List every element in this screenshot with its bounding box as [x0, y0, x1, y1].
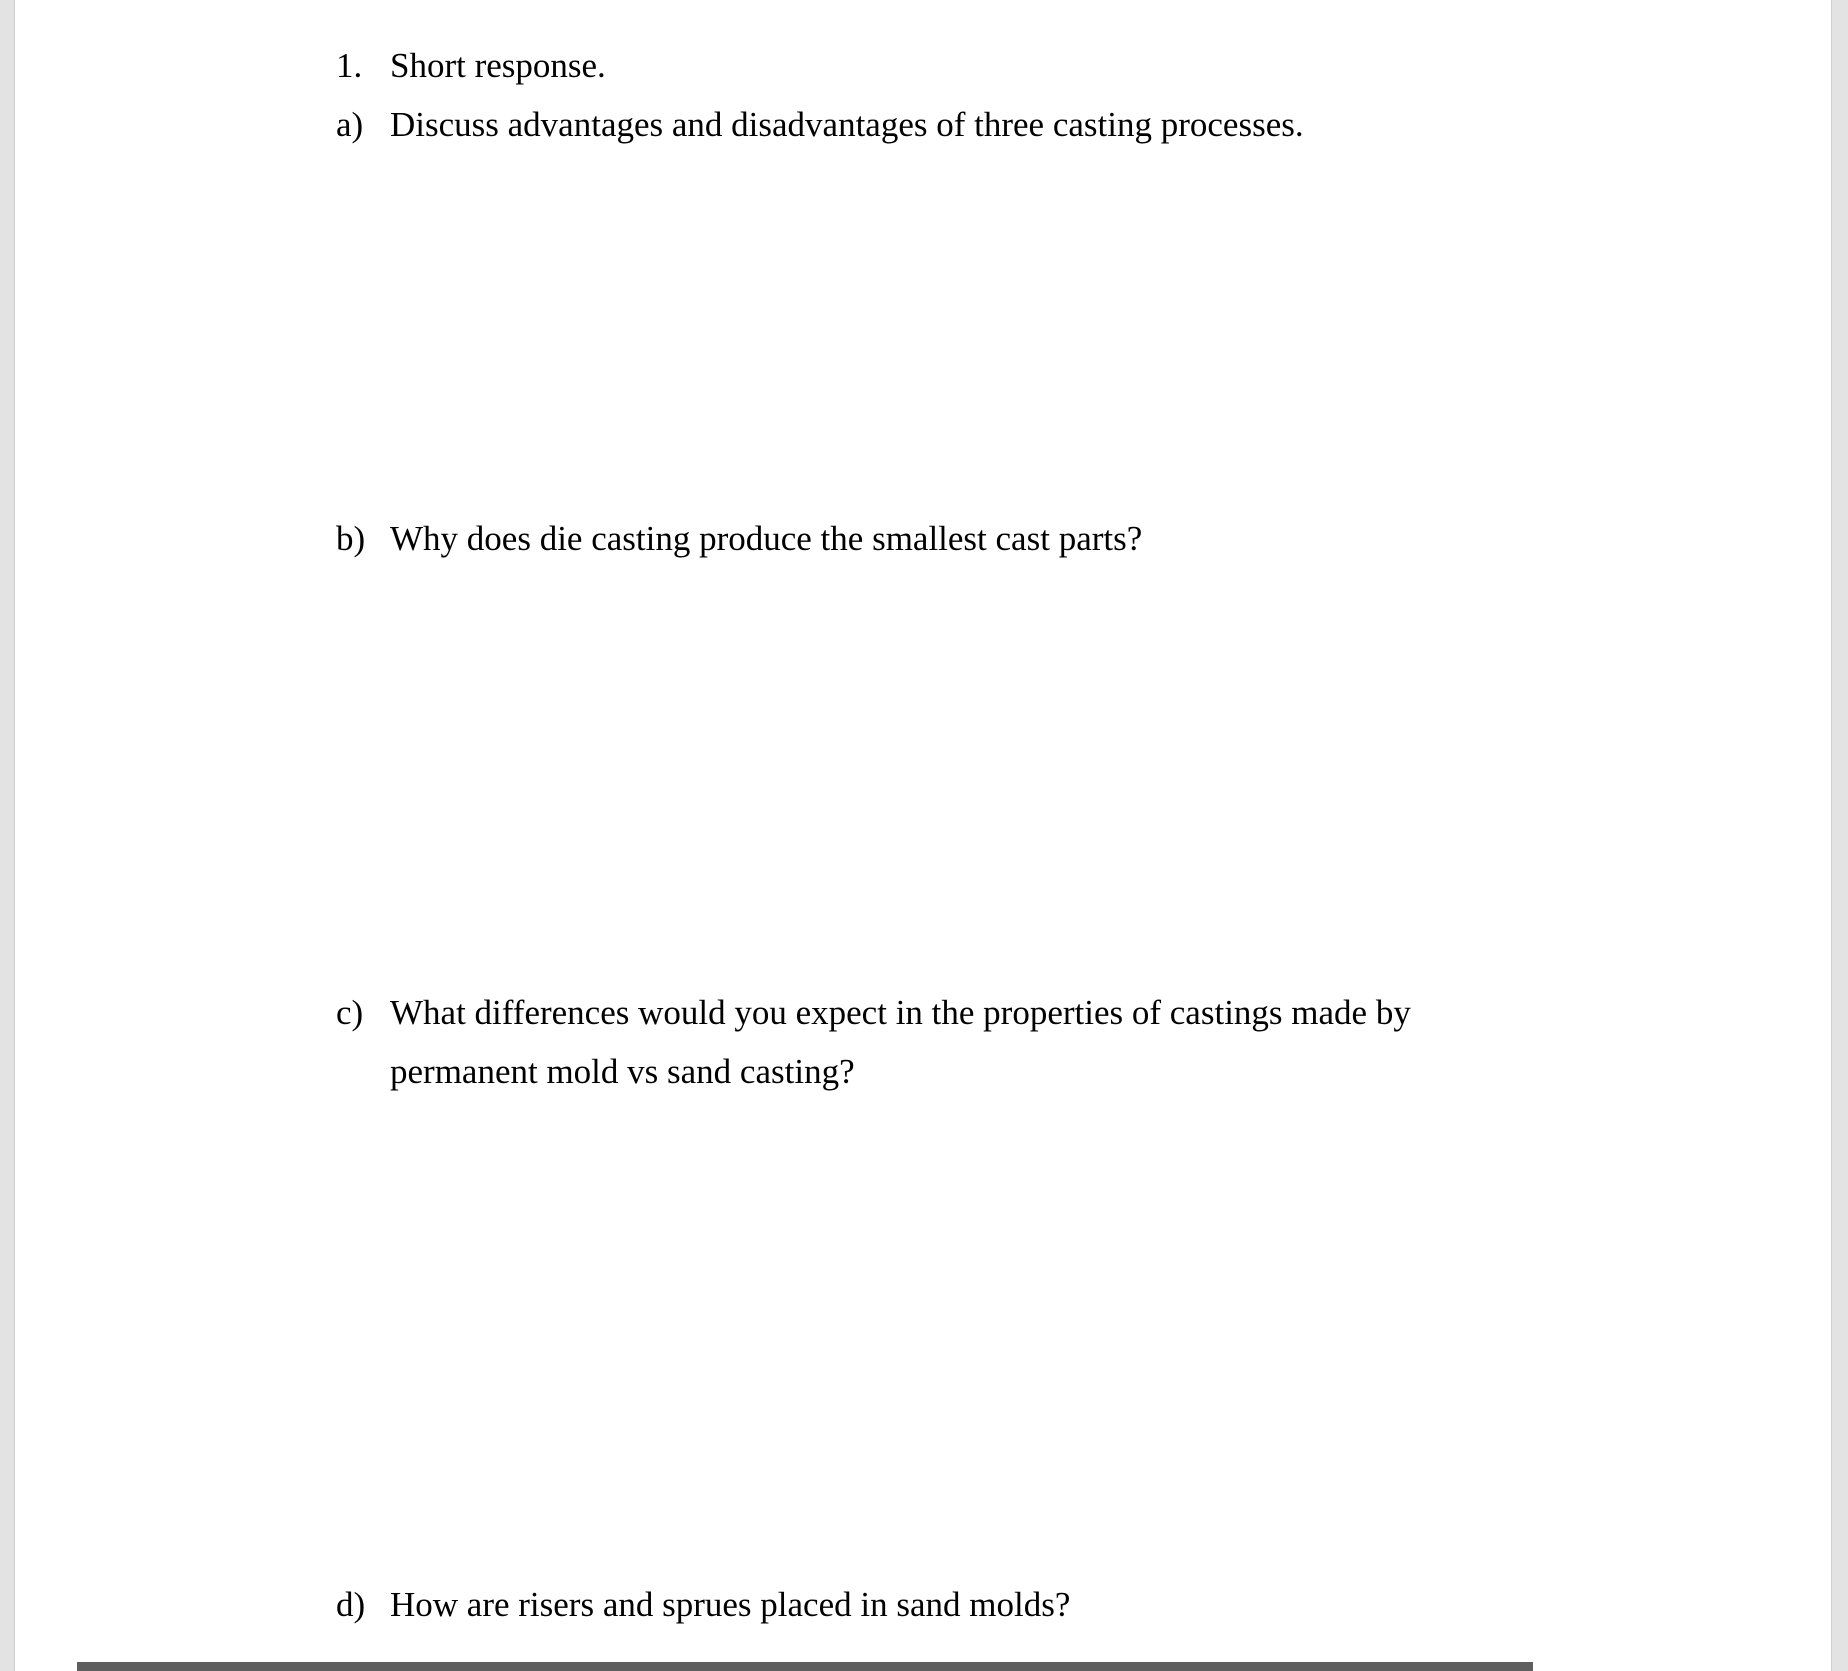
question-c-marker: c)	[336, 993, 364, 1032]
question-a-marker: a)	[336, 105, 364, 144]
question-d-text: How are risers and sprues placed in sand molds?	[390, 1585, 1071, 1624]
horizontal-scrollbar[interactable]	[77, 1662, 1533, 1671]
question-c-continuation: permanent mold vs sand casting?	[390, 1052, 855, 1091]
section-heading-text: Short response.	[390, 46, 606, 85]
question-b-text: Why does die casting produce the smallest cast parts?	[390, 519, 1143, 558]
question-b-marker: b)	[336, 519, 366, 558]
list-number: 1.	[336, 46, 363, 85]
document-page	[14, 0, 1832, 1671]
question-a-text: Discuss advantages and disadvantages of three casting processes.	[390, 105, 1304, 144]
question-d-marker: d)	[336, 1585, 366, 1624]
question-c-text: What differences would you expect in the properties of castings made by	[390, 993, 1411, 1032]
